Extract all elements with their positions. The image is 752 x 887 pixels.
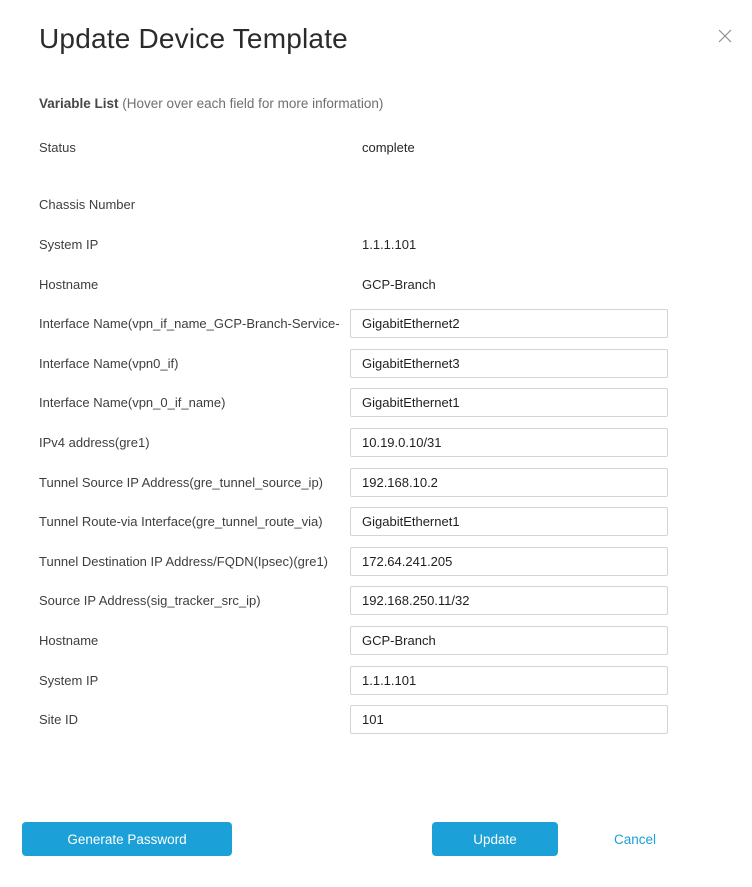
dialog-title: Update Device Template: [39, 23, 348, 54]
field-row-tunnel-route-via: [39, 502, 668, 542]
field-row-site-id: [39, 700, 668, 740]
field-row-tunnel-destination-ip: [39, 542, 668, 582]
field-label-interface-name-vpn0-if: Interface Name(vpn0_if): [39, 355, 179, 371]
ipv4-address-gre1-input[interactable]: [350, 428, 668, 457]
field-label-site-id: Site ID: [39, 712, 79, 728]
tunnel-source-ip-input[interactable]: [350, 468, 668, 497]
field-row-status: [39, 127, 668, 167]
update-device-template-dialog: [0, 22, 752, 887]
variable-list-header: [39, 94, 752, 114]
field-row-hostname-input: [39, 621, 668, 661]
close-icon[interactable]: [717, 28, 733, 44]
field-row-system-ip-input: [39, 660, 668, 700]
field-row-hostname: [39, 264, 668, 304]
tunnel-route-via-input[interactable]: [350, 507, 668, 536]
field-row-tunnel-source-ip: [39, 462, 668, 502]
interface-name-service-input[interactable]: [350, 309, 668, 338]
generate-password-button[interactable]: Generate Password: [22, 822, 232, 856]
field-label-tunnel-destination-ip: Tunnel Destination IP Address/FQDN(Ipsec)(gre1): [39, 553, 329, 569]
field-row-source-ip-tracker: [39, 581, 668, 621]
variable-list: [39, 127, 668, 740]
field-row-interface-name-vpn0-if: [39, 344, 668, 384]
cancel-link[interactable]: Cancel: [614, 831, 657, 847]
field-row-system-ip: [39, 224, 668, 264]
interface-name-vpn-0-if-name-input[interactable]: [350, 388, 668, 417]
row-spacer: [39, 167, 668, 184]
field-value-status: complete: [362, 139, 415, 155]
field-label-chassis-number: Chassis Number: [39, 196, 136, 212]
field-label-ipv4-address-gre1: IPv4 address(gre1): [39, 435, 150, 451]
field-row-interface-name-service: [39, 304, 668, 344]
source-ip-tracker-input[interactable]: [350, 586, 668, 615]
tunnel-destination-ip-input[interactable]: [350, 547, 668, 576]
field-row-interface-name-vpn-0-if-name: [39, 383, 668, 423]
field-label-hostname-input: Hostname: [39, 633, 99, 649]
field-value-hostname: GCP-Branch: [362, 276, 436, 292]
field-label-system-ip-input: System IP: [39, 672, 99, 688]
field-label-hostname: Hostname: [39, 276, 99, 292]
field-label-tunnel-source-ip: Tunnel Source IP Address(gre_tunnel_source_ip): [39, 474, 324, 490]
update-button[interactable]: Update: [432, 822, 558, 856]
hostname-input[interactable]: [350, 626, 668, 655]
interface-name-vpn0-if-input[interactable]: [350, 349, 668, 378]
field-row-ipv4-address-gre1: [39, 423, 668, 463]
field-label-status: Status: [39, 139, 76, 155]
field-row-chassis-number: [39, 184, 668, 224]
field-label-interface-name-service: Interface Name(vpn_if_name_GCP-Branch-Service-: [39, 316, 340, 332]
dialog-footer: [0, 822, 752, 856]
field-label-source-ip-tracker: Source IP Address(sig_tracker_src_ip): [39, 593, 261, 609]
system-ip-input[interactable]: [350, 666, 668, 695]
field-label-tunnel-route-via: Tunnel Route-via Interface(gre_tunnel_route_via): [39, 514, 323, 530]
variable-list-hint: (Hover over each field for more information): [118, 96, 384, 111]
field-value-system-ip: 1.1.1.101: [362, 236, 417, 252]
field-label-interface-name-vpn-0-if-name: Interface Name(vpn_0_if_name): [39, 395, 226, 411]
field-label-system-ip: System IP: [39, 236, 99, 252]
variable-list-title: Variable List: [39, 96, 119, 111]
site-id-input[interactable]: [350, 705, 668, 734]
